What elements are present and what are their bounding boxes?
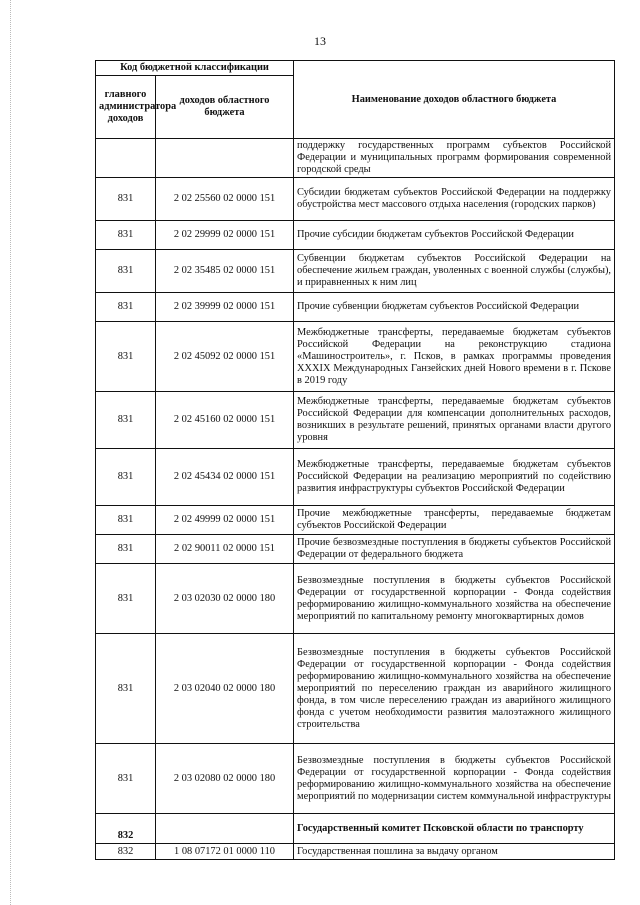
revenue-code-cell: 2 02 25560 02 0000 151 xyxy=(156,178,294,221)
revenue-name-cell: Прочие межбюджетные трансферты, передаваемые бюджетам субъектов Российской Федерации xyxy=(294,506,615,535)
table-row xyxy=(96,564,615,634)
revenue-name-cell: Безвозмездные поступления в бюджеты субъектов Российской Федерации от государственной корпорации - Фонда содействия реформированию жилищно-коммунального хозяйства на обеспечение мероприятий по капитальному ремонту многоквартирных домов xyxy=(294,564,615,634)
admin-code-cell: 831 xyxy=(96,535,156,564)
revenue-name-cell: Безвозмездные поступления в бюджеты субъектов Российской Федерации от государственной корпорации - Фонда содействия реформированию жилищно-коммунального хозяйства на обеспечение мероприятий по модернизации систем коммунальной инфраструктуры xyxy=(294,744,615,814)
header-group-title: Код бюджетной классификации xyxy=(96,61,294,76)
revenue-classification-table xyxy=(95,60,615,860)
admin-code-cell: 831 xyxy=(96,392,156,449)
table-row xyxy=(96,178,615,221)
revenue-code-cell: 2 02 49999 02 0000 151 xyxy=(156,506,294,535)
revenue-name-cell: Субсидии бюджетам субъектов Российской Федерации на поддержку обустройства мест массового отдыха населения (городских парков) xyxy=(294,178,615,221)
table-row xyxy=(96,293,615,322)
revenue-name-cell: Прочие безвозмездные поступления в бюджеты субъектов Российской Федерации от федерального бюджета xyxy=(294,535,615,564)
table-row xyxy=(96,322,615,392)
admin-code-cell: 831 xyxy=(96,178,156,221)
revenue-name-cell: Субвенции бюджетам субъектов Российской Федерации на обеспечение жильем граждан, уволенных с военной службы (службы), и приравненных к ним лиц xyxy=(294,250,615,293)
admin-code-cell: 831 xyxy=(96,250,156,293)
revenue-code-cell: 2 02 35485 02 0000 151 xyxy=(156,250,294,293)
admin-code-cell: 831 xyxy=(96,449,156,506)
page-number: 13 xyxy=(314,34,326,48)
revenue-name-cell: Государственная пошлина за выдачу органом xyxy=(294,844,615,860)
admin-code-cell: 831 xyxy=(96,322,156,392)
admin-code-cell xyxy=(96,139,156,178)
revenue-code-cell: 2 02 39999 02 0000 151 xyxy=(156,293,294,322)
table-row xyxy=(96,634,615,744)
admin-code-cell: 831 xyxy=(96,564,156,634)
revenue-name-cell: Безвозмездные поступления в бюджеты субъектов Российской Федерации от государственной корпорации - Фонда содействия реформированию жилищно-коммунального хозяйства на обеспечение мероприятий по переселению граждан из аварийного жилищного фонда, в том числе переселению граждан из аварийного жилищного фонда с учетом необходимости развития малоэтажного жилищного строительства xyxy=(294,634,615,744)
revenue-code-cell: 2 02 45092 02 0000 151 xyxy=(156,322,294,392)
admin-code-cell: 831 xyxy=(96,221,156,250)
table-row xyxy=(96,221,615,250)
table-row xyxy=(96,449,615,506)
revenue-code-cell xyxy=(156,814,294,844)
table-row xyxy=(96,250,615,293)
revenue-name-cell: Межбюджетные трансферты, передаваемые бюджетам субъектов Российской Федерации на реконструкцию стадиона «Машиностроитель», г. Псков, в рамках программы проведения XXXIX Международных Ганзейских дней Нового времени в г. Пскове в 2019 году xyxy=(294,322,615,392)
header-col-code: доходов областного бюджета xyxy=(156,76,294,139)
revenue-code-cell: 2 03 02080 02 0000 180 xyxy=(156,744,294,814)
revenue-code-cell: 2 02 29999 02 0000 151 xyxy=(156,221,294,250)
revenue-code-cell: 2 03 02030 02 0000 180 xyxy=(156,564,294,634)
header-col-name: Наименование доходов областного бюджета xyxy=(294,61,615,139)
admin-code-cell: 831 xyxy=(96,634,156,744)
revenue-name-cell: Межбюджетные трансферты, передаваемые бюджетам субъектов Российской Федерации для компенсации дополнительных расходов, возникших в результате решений, принятых органами власти другого уровня xyxy=(294,392,615,449)
revenue-name-cell: поддержку государственных программ субъектов Российской Федерации и муниципальных программ формирования современной городской среды xyxy=(294,139,615,178)
admin-code-cell: 831 xyxy=(96,506,156,535)
revenue-name-cell: Государственный комитет Псковской области по транспорту xyxy=(294,814,615,844)
header-row-group xyxy=(96,61,615,76)
admin-code-cell: 831 xyxy=(96,744,156,814)
admin-code-cell: 831 xyxy=(96,293,156,322)
header-col-admin: главного администратора доходов xyxy=(96,76,156,139)
page-spine-margin xyxy=(10,0,12,905)
revenue-name-cell: Прочие субсидии бюджетам субъектов Российской Федерации xyxy=(294,221,615,250)
revenue-code-cell xyxy=(156,139,294,178)
revenue-code-cell: 2 02 90011 02 0000 151 xyxy=(156,535,294,564)
revenue-name-cell: Прочие субвенции бюджетам субъектов Российской Федерации xyxy=(294,293,615,322)
revenue-code-cell: 2 03 02040 02 0000 180 xyxy=(156,634,294,744)
revenue-name-cell: Межбюджетные трансферты, передаваемые бюджетам субъектов Российской Федерации на реализацию мероприятий по содействию развития инфраструктуры субъектов Российской Федерации xyxy=(294,449,615,506)
table-row xyxy=(96,535,615,564)
revenue-code-cell: 2 02 45160 02 0000 151 xyxy=(156,392,294,449)
revenue-code-cell: 2 02 45434 02 0000 151 xyxy=(156,449,294,506)
table-row xyxy=(96,814,615,844)
admin-code-cell: 832 xyxy=(96,814,156,844)
admin-code-cell: 832 xyxy=(96,844,156,860)
table-row xyxy=(96,139,615,178)
table-row xyxy=(96,844,615,860)
table-row xyxy=(96,744,615,814)
table-row xyxy=(96,506,615,535)
table-row xyxy=(96,392,615,449)
revenue-code-cell: 1 08 07172 01 0000 110 xyxy=(156,844,294,860)
